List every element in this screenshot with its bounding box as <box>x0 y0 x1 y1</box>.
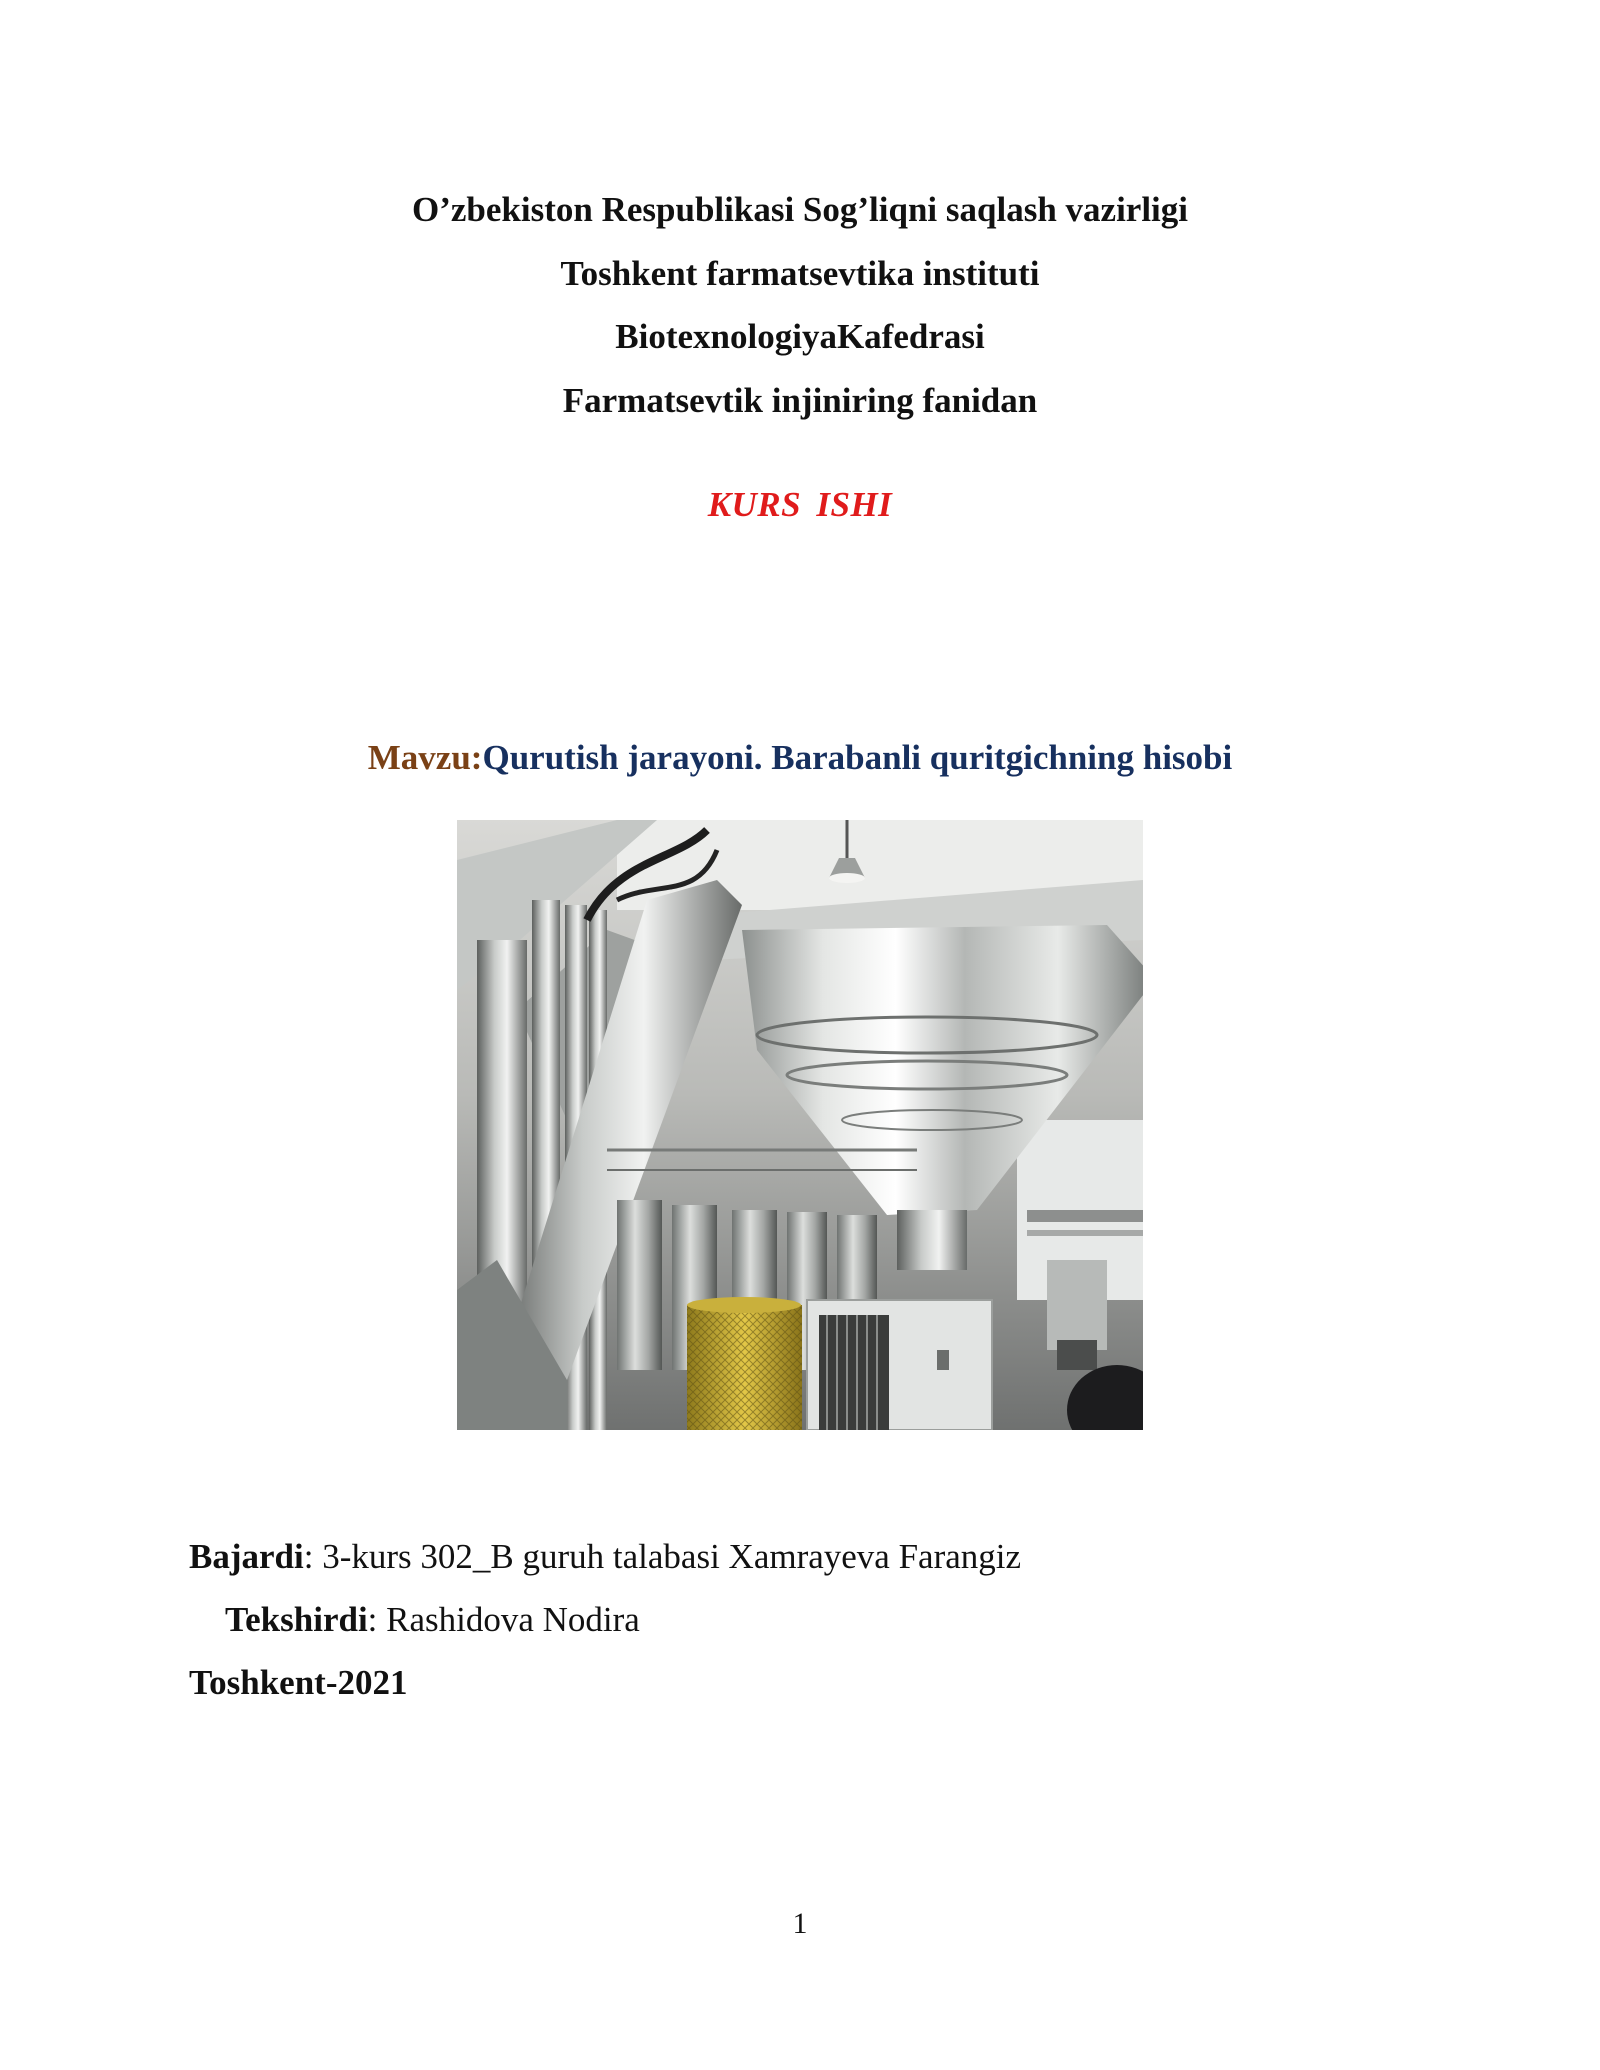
checker-value: : Rashidova Nodira <box>367 1600 640 1639</box>
topic-line <box>0 736 1600 780</box>
topic-text: Qurutish jarayoni. Barabanli quritgichning hisobi <box>482 738 1233 777</box>
ministry-title: O’zbekiston Respublikasi Sog’liqni saqlash vazirligi <box>411 190 1188 229</box>
checker-line <box>225 1598 640 1642</box>
checker-label: Tekshirdi <box>225 1600 368 1639</box>
performer-label: Bajardi <box>189 1537 304 1576</box>
document-type: KURS ISHI <box>707 485 893 524</box>
performer-line <box>189 1535 1021 1579</box>
page-number: 1 <box>792 1907 808 1940</box>
spray-dryer-photo <box>457 820 1143 1430</box>
performer-value: : 3-kurs 302_B guruh talabasi Xamrayeva Farangiz <box>303 1537 1022 1576</box>
topic-label: Mavzu: <box>367 738 483 777</box>
city-year: Toshkent-2021 <box>189 1663 408 1702</box>
subject-title: Farmatsevtik injiniring fanidan <box>562 381 1038 420</box>
department-title: BiotexnologiyaKafedrasi <box>615 317 985 356</box>
institute-title: Toshkent farmatsevtika instituti <box>560 254 1040 293</box>
